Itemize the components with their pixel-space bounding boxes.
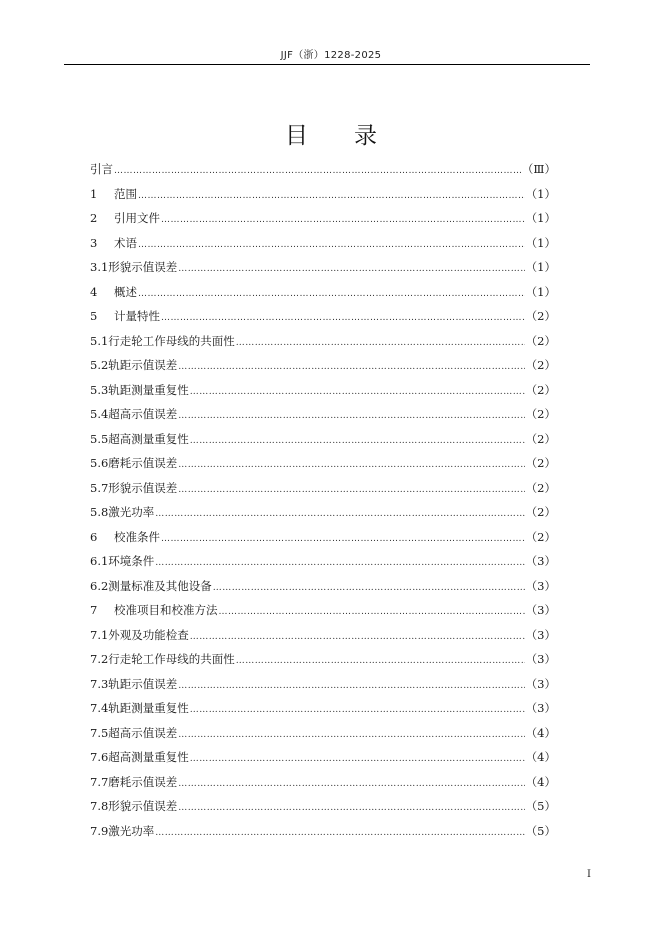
- toc-entry-label: [90, 402, 177, 427]
- toc-entry[interactable]: [90, 623, 556, 648]
- toc-entry-text: 环境条件: [108, 554, 155, 568]
- toc-entry-text: 计量特性: [114, 309, 160, 323]
- toc-leader-dots: [155, 551, 524, 576]
- toc-entry-label: [90, 794, 177, 819]
- toc-entry-label: [90, 329, 235, 354]
- toc-entry[interactable]: [90, 157, 556, 182]
- toc-entry-number: 7.3: [90, 676, 109, 691]
- toc-entry-page: （5）: [525, 799, 556, 813]
- toc-entry[interactable]: [90, 696, 556, 721]
- toc-leader-dots: [213, 576, 525, 601]
- toc-entry-page: （1）: [525, 284, 556, 299]
- toc-entry-text: 轨距测量重复性: [108, 382, 189, 397]
- toc-entry[interactable]: [90, 721, 556, 746]
- toc-entry-text: 引言: [90, 162, 113, 176]
- toc-entry-label: [90, 353, 177, 378]
- toc-entry[interactable]: [90, 353, 556, 378]
- toc-entry-text: 轨距示值误差: [108, 358, 178, 372]
- toc-entry-label: [90, 182, 137, 207]
- toc-leader-dots: [155, 821, 524, 846]
- toc-leader-dots: [178, 404, 524, 429]
- toc-entry[interactable]: [90, 794, 556, 819]
- toc-entry-page: （1）: [525, 186, 556, 201]
- toc-entry-number: 7.8: [90, 799, 109, 813]
- toc-leader-dots: [161, 208, 525, 233]
- toc-entry-text: 测量标准及其他设备: [108, 578, 212, 593]
- toc-entry-text: 磨耗示值误差: [108, 456, 178, 470]
- toc-entry-label: [90, 280, 137, 305]
- toc-entry-number: 5.7: [90, 480, 109, 495]
- toc-entry-label: [90, 549, 154, 574]
- title-char-2: 录: [354, 123, 377, 149]
- toc-entry[interactable]: [90, 206, 556, 231]
- toc-entry-text: 超高示值误差: [108, 725, 178, 740]
- toc-entry-number: 7.1: [90, 627, 109, 642]
- toc-entry-number: 5.5: [90, 431, 109, 446]
- toc-entry-label: [90, 304, 160, 329]
- toc-entry-label: [90, 770, 177, 795]
- toc-entry[interactable]: [90, 182, 556, 207]
- toc-entry-text: 校准条件: [114, 529, 160, 544]
- toc-entry-page: （3）: [525, 701, 556, 715]
- toc-entry-number: 7.4: [90, 701, 109, 715]
- toc-entry[interactable]: [90, 598, 556, 623]
- toc-entry-page: （3）: [525, 554, 556, 568]
- toc-entry[interactable]: [90, 451, 556, 476]
- toc-entry-label: [90, 574, 212, 599]
- toc-leader-dots: [178, 772, 524, 797]
- toc-entry-page: （3）: [525, 676, 556, 691]
- page-number: I: [587, 869, 591, 880]
- toc-entry-text: 外观及功能检查: [108, 627, 189, 642]
- toc-entry-number: 7.9: [90, 823, 109, 838]
- toc-leader-dots: [178, 723, 524, 748]
- toc-entry-page: （1）: [525, 260, 556, 274]
- toc-entry-number: 5.1: [90, 333, 109, 348]
- toc-entry-number: 3.1: [90, 260, 109, 274]
- toc-entry-page: （2）: [525, 309, 556, 323]
- toc-entry-page: （2）: [525, 480, 556, 495]
- toc-entry-number: 5.6: [90, 456, 109, 470]
- toc-leader-dots: [114, 159, 521, 184]
- toc-entry-page: （1）: [525, 211, 556, 225]
- toc-entry-text: 形貌示值误差: [108, 799, 178, 813]
- toc-entry[interactable]: [90, 329, 556, 354]
- toc-leader-dots: [219, 600, 525, 625]
- toc-entry-text: 行走轮工作母线的共面性: [108, 652, 235, 666]
- toc-leader-dots: [178, 257, 524, 282]
- toc-entry[interactable]: [90, 255, 556, 280]
- toc-entry-number: 6.1: [90, 554, 109, 568]
- header-rule: [64, 64, 590, 65]
- toc-entry-text: 概述: [114, 284, 137, 299]
- table-of-contents: [90, 157, 556, 843]
- toc-leader-dots: [178, 453, 524, 478]
- toc-entry-page: （2）: [525, 456, 556, 470]
- toc-entry-number: 4: [90, 284, 98, 299]
- toc-entry-page: （2）: [525, 407, 556, 421]
- toc-entry-number: 6.2: [90, 578, 109, 593]
- toc-entry[interactable]: [90, 770, 556, 795]
- toc-entry-text: 磨耗示值误差: [108, 774, 178, 789]
- document-header: JJF（浙）1228-2025: [280, 50, 382, 61]
- toc-entry-number: 2: [90, 211, 98, 225]
- toc-leader-dots: [161, 527, 525, 552]
- toc-leader-dots: [138, 184, 525, 209]
- toc-entry-number: 3: [90, 235, 98, 250]
- toc-leader-dots: [178, 674, 524, 699]
- toc-entry-number: 6: [90, 529, 98, 544]
- toc-leader-dots: [190, 429, 525, 454]
- toc-entry-label: [90, 378, 189, 403]
- toc-entry[interactable]: [90, 525, 556, 550]
- title-char-1: 目: [285, 123, 308, 149]
- toc-entry-text: 激光功率: [108, 823, 155, 838]
- toc-entry-text: 轨距测量重复性: [108, 701, 189, 715]
- toc-entry-text: 形貌示值误差: [108, 260, 178, 274]
- toc-entry-page: （5）: [525, 823, 556, 838]
- toc-leader-dots: [190, 747, 525, 772]
- toc-entry-label: [90, 623, 189, 648]
- toc-entry-text: 校准项目和校准方法: [114, 603, 218, 617]
- toc-leader-dots: [236, 649, 525, 674]
- toc-entry-label: [90, 745, 189, 770]
- toc-entry-page: （Ⅲ）: [521, 162, 556, 176]
- toc-entry-text: 行走轮工作母线的共面性: [108, 333, 235, 348]
- toc-leader-dots: [178, 478, 524, 503]
- toc-entry-number: 1: [90, 186, 98, 201]
- toc-leader-dots: [190, 625, 525, 650]
- toc-entry[interactable]: [90, 378, 556, 403]
- toc-entry-label: [90, 476, 177, 501]
- toc-entry-page: （4）: [525, 750, 556, 764]
- toc-entry[interactable]: [90, 672, 556, 697]
- toc-entry-label: [90, 427, 189, 452]
- toc-entry-label: [90, 500, 154, 525]
- toc-entry[interactable]: [90, 500, 556, 525]
- toc-entry-page: （3）: [525, 652, 556, 666]
- page-title: [0, 122, 662, 150]
- toc-entry-page: （2）: [525, 358, 556, 372]
- toc-entry-number: 7.6: [90, 750, 109, 764]
- toc-entry-text: 形貌示值误差: [108, 480, 178, 495]
- toc-leader-dots: [190, 698, 525, 723]
- toc-entry-page: （3）: [525, 578, 556, 593]
- toc-entry[interactable]: [90, 745, 556, 770]
- toc-entry-text: 超高示值误差: [108, 407, 178, 421]
- toc-entry-page: （3）: [525, 627, 556, 642]
- toc-entry-number: 5.2: [90, 358, 109, 372]
- toc-entry-label: [90, 231, 137, 256]
- toc-leader-dots: [161, 306, 525, 331]
- toc-leader-dots: [138, 282, 525, 307]
- toc-entry-label: [90, 525, 160, 550]
- toc-entry-text: 激光功率: [108, 505, 155, 519]
- toc-entry[interactable]: [90, 549, 556, 574]
- toc-entry-page: （2）: [525, 505, 556, 519]
- toc-entry-text: 超高测量重复性: [108, 431, 189, 446]
- toc-entry-label: [90, 647, 235, 672]
- toc-entry-page: （2）: [525, 431, 556, 446]
- toc-entry-number: 7: [90, 603, 98, 617]
- toc-entry-number: 5: [90, 309, 98, 323]
- toc-entry[interactable]: [90, 647, 556, 672]
- toc-entry[interactable]: [90, 304, 556, 329]
- toc-entry-page: （4）: [525, 774, 556, 789]
- toc-entry-label: [90, 255, 177, 280]
- toc-entry-label: [90, 157, 113, 182]
- toc-entry-text: 术语: [114, 235, 137, 250]
- toc-entry-label: [90, 206, 160, 231]
- toc-leader-dots: [190, 380, 525, 405]
- toc-entry-label: [90, 598, 218, 623]
- toc-leader-dots: [138, 233, 525, 258]
- toc-entry-text: 引用文件: [114, 211, 160, 225]
- toc-leader-dots: [155, 502, 524, 527]
- toc-entry[interactable]: [90, 427, 556, 452]
- toc-entry-text: 范围: [114, 186, 137, 201]
- toc-entry-number: 5.4: [90, 407, 109, 421]
- toc-entry[interactable]: [90, 574, 556, 599]
- toc-entry-number: 5.8: [90, 505, 109, 519]
- toc-entry-page: （2）: [525, 333, 556, 348]
- toc-entry[interactable]: [90, 819, 556, 844]
- toc-leader-dots: [178, 355, 524, 380]
- toc-entry-label: [90, 672, 177, 697]
- toc-entry-page: （2）: [525, 382, 556, 397]
- toc-leader-dots: [236, 331, 525, 356]
- toc-entry-label: [90, 696, 189, 721]
- toc-leader-dots: [178, 796, 524, 821]
- toc-entry-label: [90, 451, 177, 476]
- toc-entry-number: 7.2: [90, 652, 109, 666]
- toc-entry[interactable]: [90, 280, 556, 305]
- toc-entry-text: 超高测量重复性: [108, 750, 189, 764]
- toc-entry[interactable]: [90, 476, 556, 501]
- toc-entry-page: （3）: [525, 603, 556, 617]
- toc-entry-number: 5.3: [90, 382, 109, 397]
- toc-entry-number: 7.7: [90, 774, 109, 789]
- toc-entry-number: 7.5: [90, 725, 109, 740]
- toc-entry-label: [90, 819, 154, 844]
- toc-entry-page: （4）: [525, 725, 556, 740]
- toc-entry-page: （1）: [525, 235, 556, 250]
- toc-entry[interactable]: [90, 231, 556, 256]
- toc-entry-page: （2）: [525, 529, 556, 544]
- toc-entry-label: [90, 721, 177, 746]
- toc-entry[interactable]: [90, 402, 556, 427]
- toc-entry-text: 轨距示值误差: [108, 676, 178, 691]
